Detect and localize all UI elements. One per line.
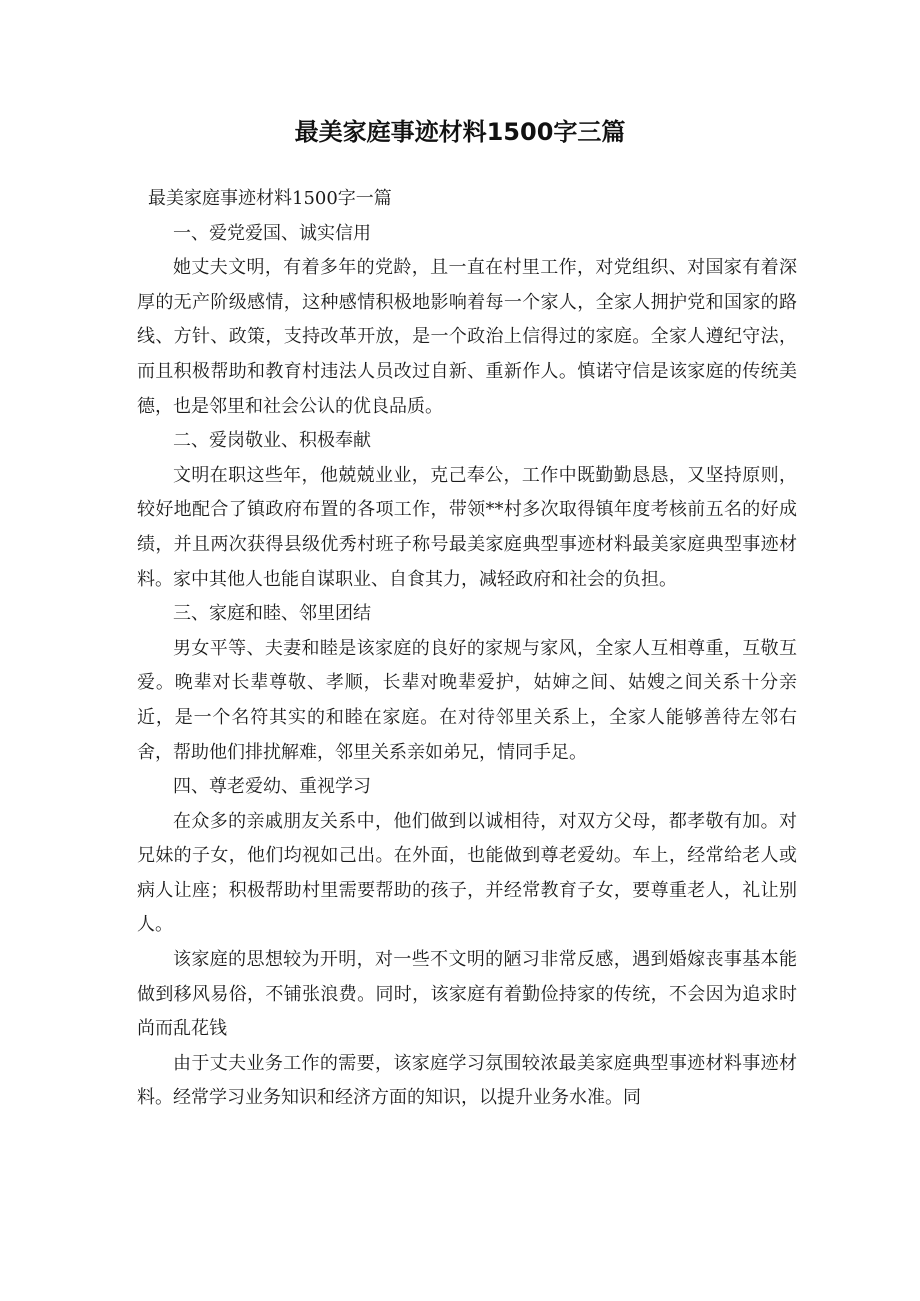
section-heading-3: 三、家庭和睦、邻里团结 <box>173 603 371 625</box>
document-subtitle: 最美家庭事迹材料1500字一篇 <box>148 188 392 209</box>
section-heading-1: 一、爱党爱国、诚实信用 <box>173 222 371 244</box>
section-heading-4: 四、尊老爱幼、重视学习 <box>173 776 371 798</box>
section-2-paragraph-1: 文明在职这些年，他兢兢业业，克己奉公，工作中既勤勤恳恳，又坚持原则，较好地配合了镇政府布置的各项工作，带领**村多次取得镇年度考核前五名的好成绩，并且两次获得县级优秀村班子称号最美家庭典型事迹材料最美家庭典型事迹材料。家中其他人也能自谋职业、自食其力，减轻政府和社会的负担。 <box>137 464 797 590</box>
section-4-paragraph-2: 该家庭的思想较为开明，对一些不文明的陋习非常反感，遇到婚嫁丧事基本能做到移风易俗，不铺张浪费。同时，该家庭有着勤俭持家的传统，不会因为追求时尚而乱花钱 <box>137 949 797 1040</box>
section-3-paragraph-1: 男女平等、夫妻和睦是该家庭的良好的家规与家风，全家人互相尊重，互敬互爱。晚辈对长辈尊敬、孝顺，长辈对晚辈爱护，姑婶之间、姑嫂之间关系十分亲近，是一个名符其实的和睦在家庭。在对待邻里关系上，全家人能够善待左邻右舍，帮助他们排扰解难，邻里关系亲如弟兄，情同手足。 <box>137 637 797 763</box>
section-1-paragraph-1: 她丈夫文明，有着多年的党龄，且一直在村里工作，对党组织、对国家有着深厚的无产阶级感情，这种感情积极地影响着每一个家人，全家人拥护党和国家的路线、方针、政策，支持改革开放，是一个政治上信得过的家庭。全家人遵纪守法，而且积极帮助和教育村违法人员改过自新、重新作人。慎诺守信是该家庭的传统美德，也是邻里和社会公认的优良品质。 <box>137 257 797 417</box>
section-4-paragraph-3: 由于丈夫业务工作的需要，该家庭学习氛围较浓最美家庭典型事迹材料事迹材料。经常学习业务知识和经济方面的知识，以提升业务水准。同 <box>137 1052 797 1109</box>
section-4-paragraph-1: 在众多的亲戚朋友关系中，他们做到以诚相待，对双方父母，都孝敬有加。对兄妹的子女，他们均视如己出。在外面，也能做到尊老爱幼。车上，经常给老人或病人让座；积极帮助村里需要帮助的孩子，并经常教育子女，要尊重老人，礼让别人。 <box>137 810 797 936</box>
section-heading-2: 二、爱岗敬业、积极奉献 <box>173 430 371 452</box>
document-title: 最美家庭事迹材料1500字三篇 <box>294 118 626 146</box>
document-body <box>137 182 797 1116</box>
